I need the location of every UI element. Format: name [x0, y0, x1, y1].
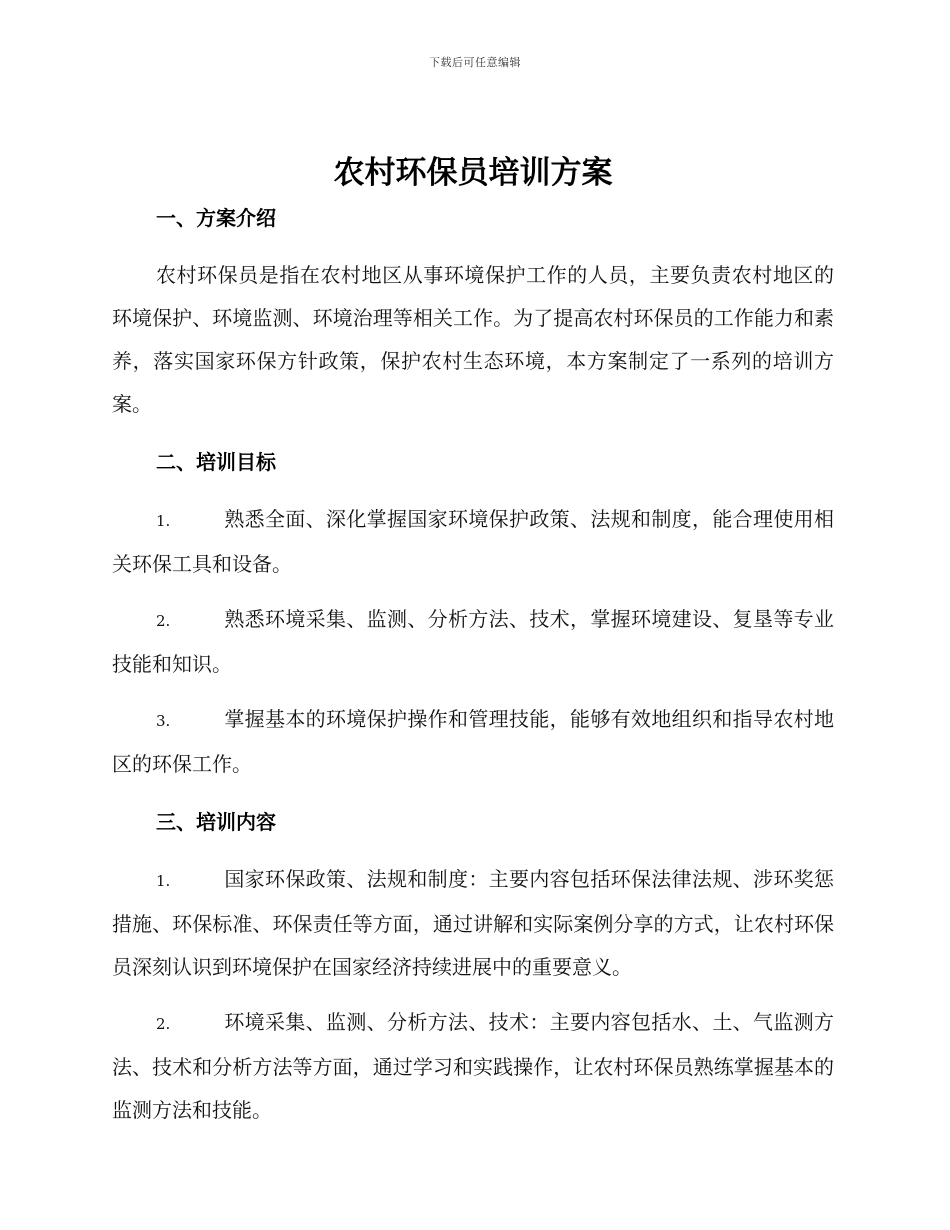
document-title: 农村环保员培训方案: [333, 155, 613, 191]
list-item-number: 2.: [156, 612, 171, 630]
list-item-number: 3.: [156, 712, 171, 730]
list-item-text: 熟悉环境采集、监测、分析方法、技术，掌握环境建设、复垦等专业技能和知识。: [112, 607, 834, 676]
list-item-text: 掌握基本的环境保护操作和管理技能，能够有效地组织和指导农村地区的环保工作。: [112, 707, 834, 776]
list-item-number: 1.: [156, 872, 171, 890]
section-heading-content: 三、培训内容: [156, 810, 276, 834]
section-heading-goals: 二、培训目标: [156, 450, 276, 474]
document-body: [112, 150, 834, 1132]
list-item-text: 国家环保政策、法规和制度：主要内容包括环保法律法规、涉环奖惩措施、环保标准、环保责任等方面，通过讲解和实际案例分享的方式，让农村环保员深刻认识到环境保护在国家经济持续进展中的重要意义。: [112, 867, 834, 979]
list-item: [112, 498, 834, 586]
section-heading-intro: 一、方案介绍: [156, 206, 276, 230]
list-item-number: 2.: [156, 1015, 171, 1033]
intro-paragraph: 农村环保员是指在农村地区从事环境保护工作的人员，主要负责农村地区的环境保护、环境监测、环境治理等相关工作。为了提高农村环保员的工作能力和素养，落实国家环保方针政策，保护农村生态环境，本方案制定了一系列的培训方案。: [112, 263, 834, 416]
list-item-number: 1.: [156, 512, 171, 530]
list-item: [112, 1001, 834, 1132]
list-item: [112, 598, 834, 686]
list-item-text: 环境采集、监测、分析方法、技术：主要内容包括水、土、气监测方法、技术和分析方法等方面，通过学习和实践操作，让农村环保员熟练掌握基本的监测方法和技能。: [112, 1010, 834, 1122]
list-item: [112, 858, 834, 989]
list-item: [112, 698, 834, 786]
header-note: 下载后可任意编辑: [429, 56, 521, 69]
list-item-text: 熟悉全面、深化掌握国家环境保护政策、法规和制度，能合理使用相关环保工具和设备。: [112, 507, 834, 576]
